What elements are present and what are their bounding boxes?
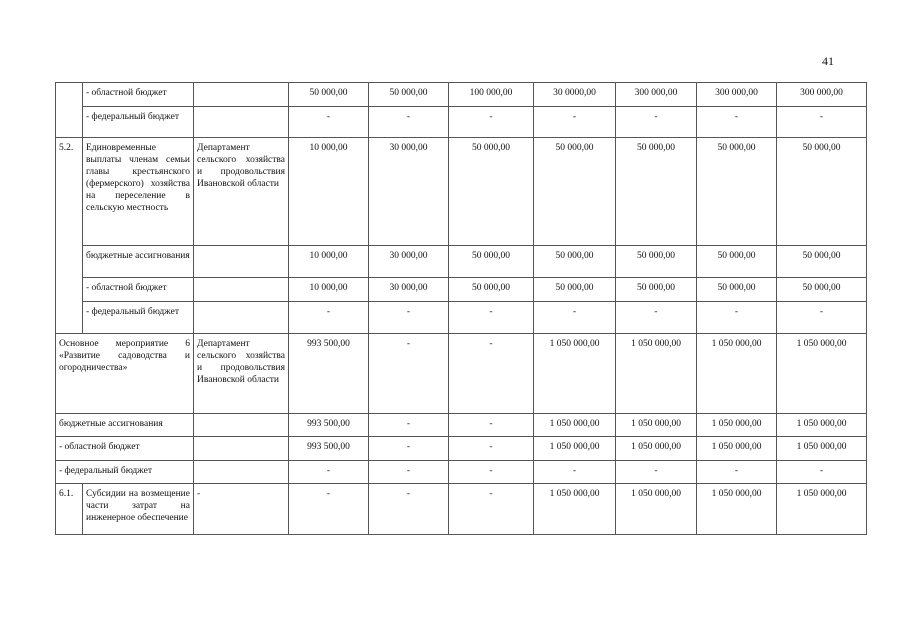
value-cell: 1 050 000,00 <box>777 484 867 535</box>
value-cell: - <box>697 461 777 484</box>
value-cell: 50 000,00 <box>777 138 867 246</box>
value-cell: - <box>369 461 449 484</box>
value-cell: 300 000,00 <box>616 83 697 107</box>
value-cell: 50 000,00 <box>449 278 534 302</box>
executor-cell <box>194 461 289 484</box>
value-cell: 1 050 000,00 <box>697 414 777 437</box>
executor-cell <box>194 107 289 138</box>
value-cell: 50 000,00 <box>534 246 616 278</box>
row-name-cell: Основное мероприятие 6 «Развитие садоводства и огородничества» <box>56 334 194 414</box>
table-row <box>56 278 867 302</box>
row-number-cell: 5.2. <box>56 138 83 334</box>
value-cell: - <box>777 461 867 484</box>
value-cell: 50 000,00 <box>777 246 867 278</box>
value-cell: - <box>449 414 534 437</box>
row-name-cell: бюджетные ассигнования <box>56 414 194 437</box>
value-cell: 1 050 000,00 <box>777 414 867 437</box>
value-cell: - <box>369 437 449 461</box>
table-row <box>56 414 867 437</box>
table-row <box>56 461 867 484</box>
value-cell: - <box>289 107 369 138</box>
value-cell: 993 500,00 <box>289 334 369 414</box>
value-cell: - <box>777 302 867 334</box>
value-cell: - <box>534 302 616 334</box>
value-cell: 1 050 000,00 <box>777 334 867 414</box>
value-cell: 1 050 000,00 <box>697 437 777 461</box>
value-cell: 1 050 000,00 <box>616 437 697 461</box>
value-cell: 1 050 000,00 <box>697 484 777 535</box>
value-cell: 30 000,00 <box>369 246 449 278</box>
value-cell: 993 500,00 <box>289 414 369 437</box>
value-cell: - <box>777 107 867 138</box>
value-cell: - <box>616 107 697 138</box>
value-cell: 300 000,00 <box>697 83 777 107</box>
value-cell: 50 000,00 <box>697 278 777 302</box>
row-name-cell: бюджетные ассигнования <box>83 246 194 278</box>
value-cell: 1 050 000,00 <box>616 414 697 437</box>
value-cell: 50 000,00 <box>369 83 449 107</box>
value-cell: 10 000,00 <box>289 278 369 302</box>
value-cell: 50 000,00 <box>449 246 534 278</box>
value-cell: 1 050 000,00 <box>777 437 867 461</box>
value-cell: - <box>369 334 449 414</box>
value-cell: - <box>289 461 369 484</box>
value-cell: 300 000,00 <box>777 83 867 107</box>
value-cell: 1 050 000,00 <box>534 437 616 461</box>
row-name-cell: - областной бюджет <box>83 278 194 302</box>
value-cell: - <box>449 437 534 461</box>
table-row <box>56 83 867 107</box>
executor-cell: Департамент сельского хозяйства и продовольствия Ивановской области <box>194 138 289 246</box>
value-cell: 1 050 000,00 <box>616 334 697 414</box>
value-cell: 30 0000,00 <box>534 83 616 107</box>
row-name-cell: Единовременные выплаты членам семьи главы крестьянского (фермерского) хозяйства на переселение в сельскую местность <box>83 138 194 246</box>
value-cell: 50 000,00 <box>616 246 697 278</box>
value-cell: 50 000,00 <box>289 83 369 107</box>
executor-cell <box>194 302 289 334</box>
value-cell: 50 000,00 <box>534 278 616 302</box>
value-cell: 993 500,00 <box>289 437 369 461</box>
table-row <box>56 484 867 535</box>
value-cell: 100 000,00 <box>449 83 534 107</box>
executor-cell: - <box>194 484 289 535</box>
value-cell: - <box>449 334 534 414</box>
value-cell: - <box>449 461 534 484</box>
value-cell: 1 050 000,00 <box>616 484 697 535</box>
value-cell: - <box>697 302 777 334</box>
value-cell: - <box>289 484 369 535</box>
row-name-cell: - федеральный бюджет <box>83 302 194 334</box>
table-row <box>56 138 867 246</box>
table-row <box>56 437 867 461</box>
value-cell: - <box>449 302 534 334</box>
value-cell: - <box>369 107 449 138</box>
value-cell: - <box>616 461 697 484</box>
value-cell: 1 050 000,00 <box>534 414 616 437</box>
row-name-cell: - федеральный бюджет <box>56 461 194 484</box>
value-cell: 50 000,00 <box>449 138 534 246</box>
table-row <box>56 334 867 414</box>
value-cell: 50 000,00 <box>697 246 777 278</box>
row-name-cell: - областной бюджет <box>56 437 194 461</box>
executor-cell <box>194 278 289 302</box>
value-cell: - <box>616 302 697 334</box>
value-cell: 1 050 000,00 <box>697 334 777 414</box>
value-cell: - <box>369 302 449 334</box>
value-cell: - <box>369 484 449 535</box>
executor-cell <box>194 83 289 107</box>
row-name-cell: - областной бюджет <box>83 83 194 107</box>
value-cell: 1 050 000,00 <box>534 484 616 535</box>
table-row <box>56 246 867 278</box>
value-cell: - <box>449 484 534 535</box>
executor-cell <box>194 437 289 461</box>
value-cell: 50 000,00 <box>534 138 616 246</box>
value-cell: 1 050 000,00 <box>534 334 616 414</box>
value-cell: 50 000,00 <box>697 138 777 246</box>
row-number-cell <box>56 83 83 138</box>
value-cell: - <box>534 107 616 138</box>
row-number-cell: 6.1. <box>56 484 83 535</box>
value-cell: - <box>534 461 616 484</box>
executor-cell <box>194 414 289 437</box>
budget-table <box>55 82 867 535</box>
value-cell: - <box>369 414 449 437</box>
value-cell: 30 000,00 <box>369 278 449 302</box>
value-cell: 50 000,00 <box>616 278 697 302</box>
row-name-cell: Субсидии на возмещение части затрат на инженерное обеспечение <box>83 484 194 535</box>
table-row <box>56 302 867 334</box>
value-cell: 10 000,00 <box>289 138 369 246</box>
table-row <box>56 107 867 138</box>
value-cell: 50 000,00 <box>616 138 697 246</box>
executor-cell <box>194 246 289 278</box>
value-cell: - <box>289 302 369 334</box>
value-cell: 10 000,00 <box>289 246 369 278</box>
row-name-cell: - федеральный бюджет <box>83 107 194 138</box>
value-cell: - <box>449 107 534 138</box>
page-number: 41 <box>822 54 834 68</box>
value-cell: 30 000,00 <box>369 138 449 246</box>
value-cell: - <box>697 107 777 138</box>
executor-cell: Департамент сельского хозяйства и продовольствия Ивановской области <box>194 334 289 414</box>
value-cell: 50 000,00 <box>777 278 867 302</box>
